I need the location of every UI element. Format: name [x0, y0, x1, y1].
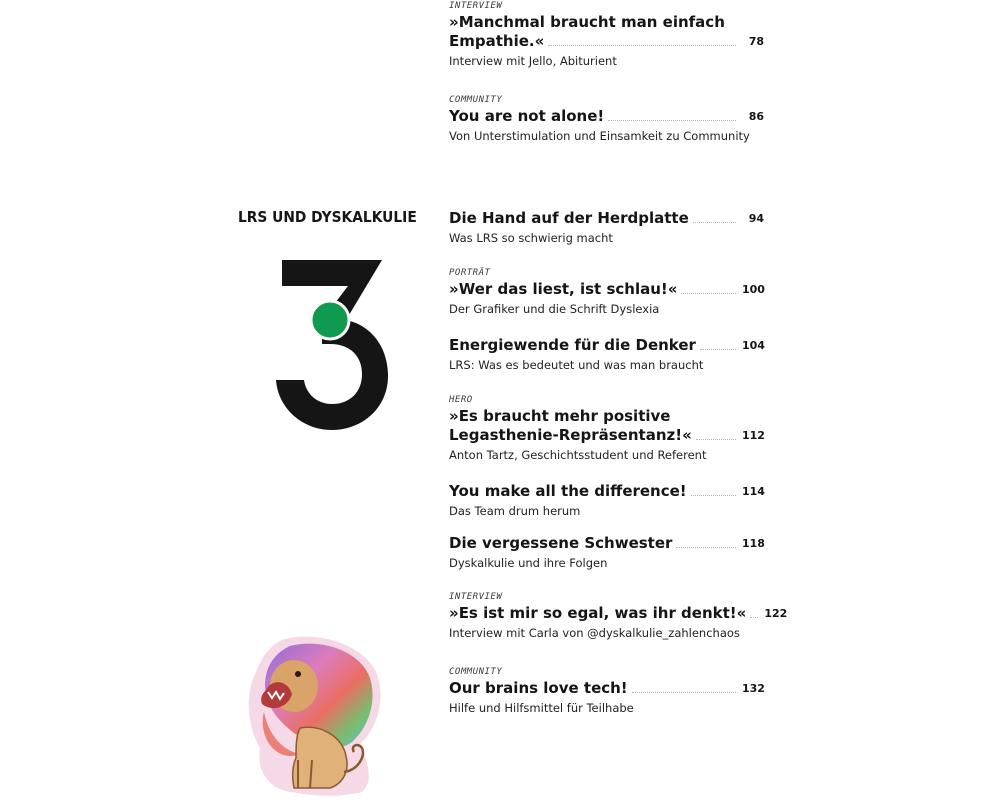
entry-subtitle: Von Unterstimulation und Einsamkeit zu Community — [449, 129, 750, 143]
dot-leader — [608, 120, 736, 121]
roaring-lion-illustration — [242, 632, 386, 796]
entry-subtitle: Interview mit Carla von @dyskalkulie_zahlenchaos — [449, 626, 740, 640]
dot-leader — [681, 293, 736, 294]
entry-title: You make all the difference! — [449, 482, 687, 500]
dot-leader — [548, 45, 736, 46]
entry-title-line1: »Es braucht mehr positive — [449, 407, 671, 425]
toc-entry-repraesentanz[interactable] — [449, 394, 764, 464]
toc-entry-not-alone[interactable] — [449, 94, 764, 145]
entry-kicker: HERO — [449, 395, 473, 405]
entry-subtitle: Hilfe und Hilfsmittel für Teilhabe — [449, 701, 634, 715]
entry-subtitle: Dyskalkulie und ihre Folgen — [449, 556, 608, 570]
toc-entry-schlau[interactable] — [449, 267, 764, 318]
entry-kicker: COMMUNITY — [449, 95, 503, 105]
toc-entry-egal[interactable] — [449, 591, 788, 642]
entry-page-number: 100 — [742, 283, 765, 296]
dot-leader — [693, 222, 736, 223]
entry-kicker: INTERVIEW — [449, 592, 503, 602]
toc-entry-difference[interactable] — [449, 482, 764, 520]
entry-page-number: 132 — [742, 682, 765, 695]
dot-leader — [632, 692, 736, 693]
entry-title: »Wer das liest, ist schlau!« — [449, 280, 678, 298]
entry-subtitle: Anton Tartz, Geschichtsstudent und Referent — [449, 448, 707, 462]
dot-leader — [700, 349, 736, 350]
entry-kicker: PORTRÄT — [449, 268, 491, 278]
number-three-shape — [276, 260, 388, 430]
entry-page-number: 114 — [742, 485, 765, 498]
entry-subtitle: LRS: Was es bedeutet und was man braucht — [449, 358, 704, 372]
entry-title: »Es ist mir so egal, was ihr denkt!« — [449, 604, 747, 622]
dot-leader — [691, 495, 736, 496]
entry-title-line2: Legasthenie-Repräsentanz!« — [449, 426, 692, 444]
entry-subtitle: Was LRS so schwierig macht — [449, 231, 613, 245]
entry-page-number: 94 — [748, 212, 764, 225]
section-title: LRS UND DYSKALKULIE — [238, 208, 417, 226]
toc-entry-energiewende[interactable] — [449, 336, 764, 374]
toc-entry-herdplatte[interactable] — [449, 209, 764, 247]
entry-subtitle: Der Grafiker und die Schrift Dyslexia — [449, 302, 660, 316]
entry-kicker: COMMUNITY — [449, 667, 503, 677]
entry-page-number: 112 — [742, 429, 765, 442]
section-number-graphic — [270, 256, 394, 432]
entry-page-number: 78 — [748, 35, 764, 48]
dot-leader — [696, 439, 736, 440]
entry-title: Energiewende für die Denker — [449, 336, 696, 354]
entry-title-line2: Empathie.« — [449, 32, 545, 50]
toc-entry-manchmal[interactable] — [449, 0, 764, 70]
dot-leader — [676, 547, 736, 548]
entry-page-number: 86 — [748, 110, 764, 123]
entry-subtitle: Das Team drum herum — [449, 504, 581, 518]
entry-kicker: INTERVIEW — [449, 1, 503, 11]
green-dot — [311, 301, 349, 339]
entry-title: Die vergessene Schwester — [449, 534, 673, 552]
entry-title-line1: »Manchmal braucht man einfach — [449, 13, 725, 31]
entry-title: Die Hand auf der Herdplatte — [449, 209, 689, 227]
dot-leader — [750, 617, 758, 618]
entry-page-number: 104 — [742, 339, 765, 352]
entry-title: Our brains love tech! — [449, 679, 628, 697]
entry-page-number: 122 — [764, 607, 788, 620]
entry-subtitle: Interview mit Jello, Abiturient — [449, 54, 617, 68]
toc-entry-tech[interactable] — [449, 666, 764, 717]
entry-title: You are not alone! — [449, 107, 605, 125]
toc-entry-schwester[interactable] — [449, 534, 764, 572]
entry-page-number: 118 — [742, 537, 765, 550]
